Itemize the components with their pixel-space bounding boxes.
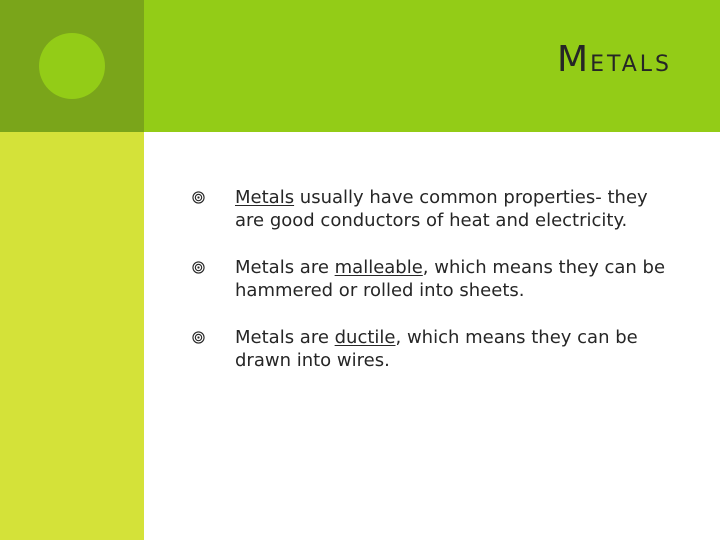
title-rest: ETALS [590, 52, 672, 77]
decorative-circle [39, 33, 105, 99]
bullet-text: , which means they can be drawn into wires. [235, 327, 638, 371]
bullet-text: , which means they can be hammered or rolled into sheets. [235, 257, 666, 301]
bullet-underlined-term: malleable [334, 257, 423, 278]
left-accent-strip [0, 132, 144, 540]
bullet-item [190, 326, 680, 372]
bullet-text-lead: Metals are [235, 327, 335, 348]
bullet-underlined-term: Metals [235, 187, 295, 208]
top-left-accent-block [0, 0, 144, 132]
slide-title [557, 39, 672, 80]
bullseye-icon [192, 191, 205, 204]
bullet-list [190, 186, 680, 396]
bullseye-icon [192, 261, 205, 274]
bullet-text: usually have common properties- they are good conductors of heat and electricity. [235, 187, 648, 231]
title-initial: M [557, 39, 591, 80]
title-bar [144, 0, 720, 132]
bullet-item [190, 256, 680, 302]
bullet-item [190, 186, 680, 232]
bullseye-icon [192, 331, 205, 344]
bullet-underlined-term: ductile [334, 327, 396, 348]
bullet-text-lead: Metals are [235, 257, 335, 278]
